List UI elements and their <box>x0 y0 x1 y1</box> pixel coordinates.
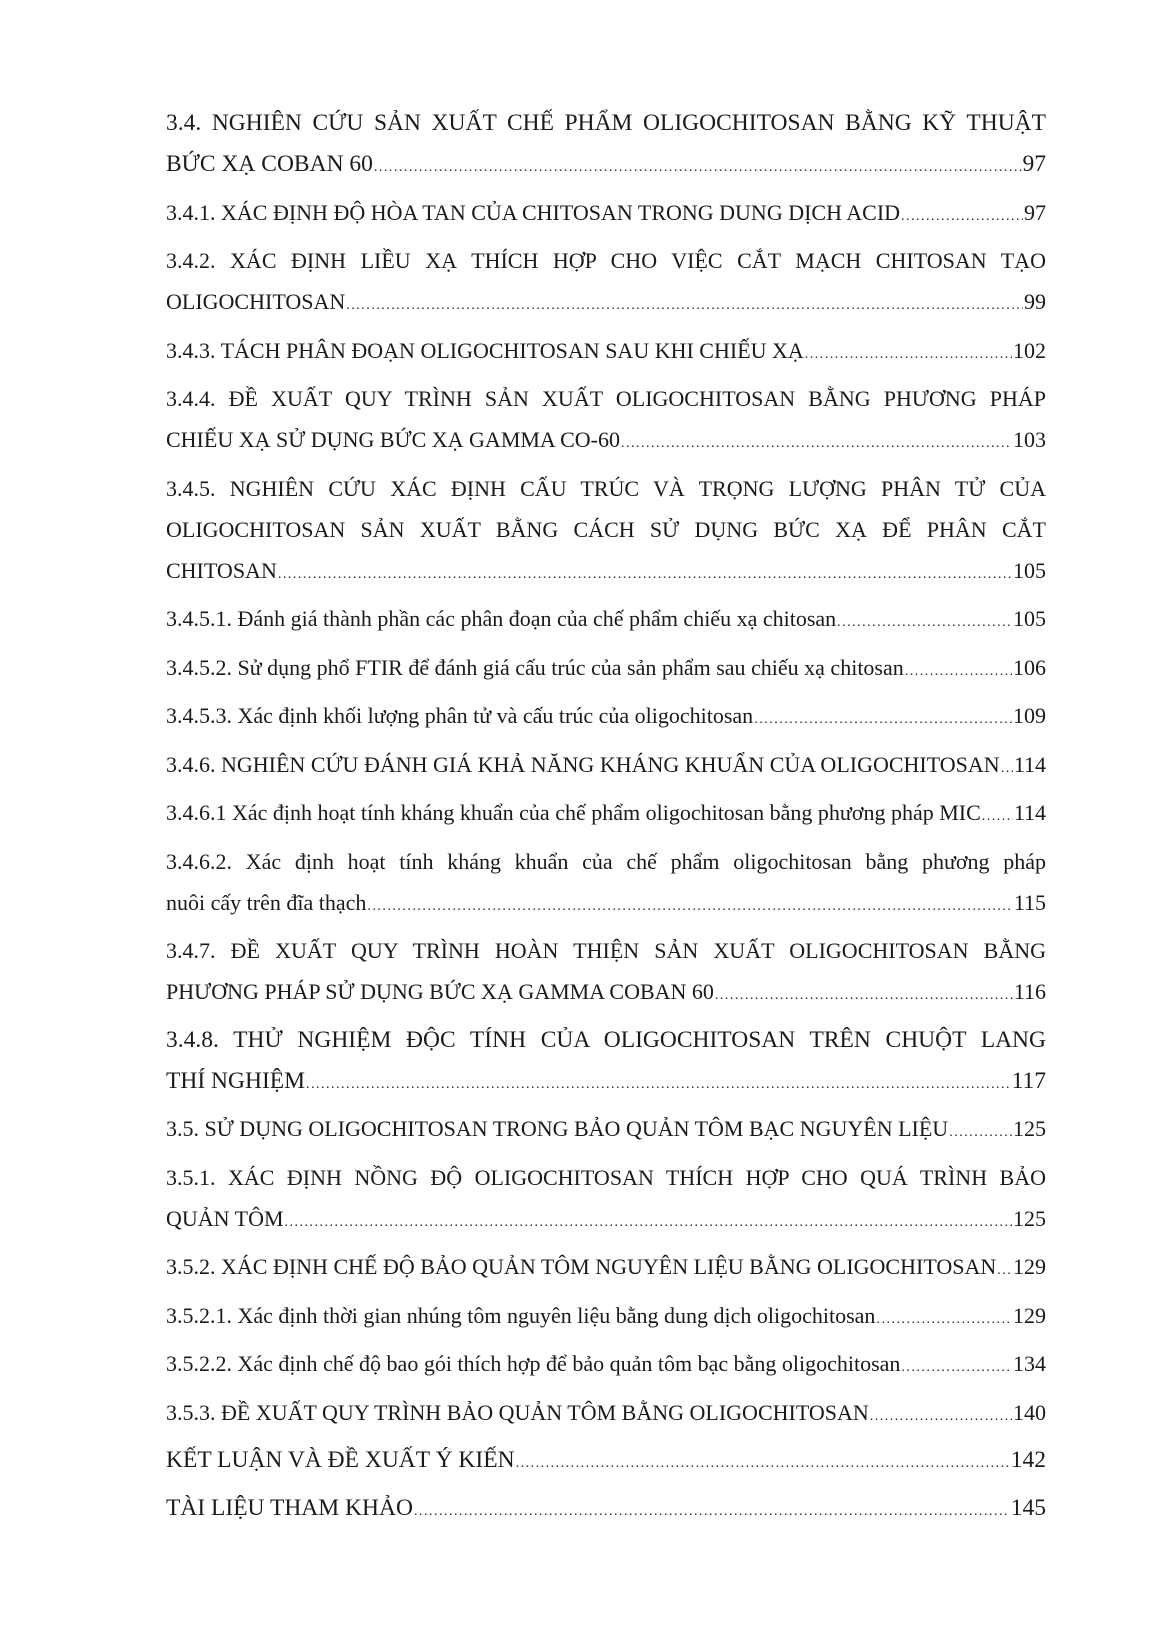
toc-entry-title: QUẢN TÔM <box>166 1205 284 1231</box>
dot-leader <box>754 695 1012 740</box>
dot-leader <box>905 647 1012 692</box>
dot-leader <box>374 144 1022 188</box>
toc-entry[interactable] <box>166 1295 1046 1340</box>
toc-page-number: 125 <box>1013 1205 1046 1231</box>
toc-page-number: 105 <box>1013 557 1046 583</box>
toc-entry-title: 3.5.2. XÁC ĐỊNH CHẾ ĐỘ BẢO QUẢN TÔM NGUYÊN LIỆU BẰNG OLIGOCHITOSAN <box>166 1254 997 1279</box>
dot-leader <box>876 1295 1012 1340</box>
toc-entry[interactable] <box>166 744 1046 789</box>
toc-entry-title: 3.4.6. NGHIÊN CỨU ĐÁNH GIÁ KHẢ NĂNG KHÁNG KHUẨN CỦA OLIGOCHITOSAN <box>166 751 1000 777</box>
toc-entry[interactable] <box>166 1343 1046 1388</box>
dot-leader <box>837 598 1012 643</box>
toc-entry[interactable] <box>166 695 1046 740</box>
toc-page-number: 116 <box>1013 979 1046 1004</box>
toc-entry[interactable] <box>166 1246 1046 1291</box>
toc-page-number: 129 <box>1013 1302 1046 1328</box>
toc-page-number: 134 <box>1013 1351 1046 1376</box>
toc-entry[interactable] <box>166 1440 1046 1484</box>
dot-leader <box>1001 744 1013 789</box>
dot-leader <box>285 1198 1012 1243</box>
dot-leader <box>997 1246 1012 1291</box>
dot-leader <box>414 1488 1010 1532</box>
dot-leader <box>306 1061 1011 1105</box>
toc-entry[interactable] <box>166 647 1046 692</box>
dot-leader <box>982 792 1013 837</box>
toc-page-number: 105 <box>1013 606 1046 631</box>
toc-page-number: 102 <box>1013 337 1046 363</box>
toc-page-number: 99 <box>1024 289 1046 314</box>
toc-entry[interactable] <box>166 1108 1046 1153</box>
toc-page-number: 109 <box>1013 703 1046 728</box>
toc-entry[interactable] <box>166 240 1046 326</box>
toc-entry-title: TÀI LIỆU THAM KHẢO <box>166 1494 413 1521</box>
toc-page-number: 97 <box>1022 151 1046 177</box>
toc-entry-title: 3.4.6.1 Xác định hoạt tính kháng khuẩn của chế phẩm oligochitosan bằng phương pháp MIC <box>166 800 981 825</box>
dot-leader <box>901 1343 1012 1388</box>
toc-page-number: 145 <box>1010 1494 1046 1521</box>
toc-entry-title: KẾT LUẬN VÀ ĐỀ XUẤT Ý KIẾN <box>166 1447 515 1473</box>
toc-entry[interactable] <box>166 792 1046 837</box>
toc-entry-title: 3.5.2.2. Xác định chế độ bao gói thích hợp để bảo quản tôm bạc bằng oligochitosan <box>166 1351 901 1376</box>
dot-leader <box>715 971 1013 1016</box>
toc-page-number: 117 <box>1011 1067 1046 1094</box>
toc-entry-title: 3.5. SỬ DỤNG OLIGOCHITOSAN TRONG BẢO QUẢN TÔM BẠC NGUYÊN LIỆU <box>166 1116 949 1141</box>
toc-entry[interactable] <box>166 1157 1046 1243</box>
toc-entry[interactable] <box>166 841 1046 927</box>
toc-page-number: 129 <box>1013 1254 1046 1279</box>
toc-entry-title: BỨC XẠ COBAN 60 <box>166 151 373 177</box>
toc-entry[interactable] <box>166 1488 1046 1532</box>
toc-entry[interactable] <box>166 330 1046 375</box>
toc-page-number: 103 <box>1013 427 1046 452</box>
toc-entry-title: 3.4.7. ĐỀ XUẤT QUY TRÌNH HOÀN THIỆN SẢN XUẤT OLIGOCHITOSAN BẰNG <box>166 938 1046 963</box>
toc-entry[interactable] <box>166 103 1046 188</box>
toc-entry-title: PHƯƠNG PHÁP SỬ DỤNG BỨC XẠ GAMMA COBAN 60 <box>166 979 714 1004</box>
dot-leader <box>949 1108 1012 1153</box>
toc-entry-title: 3.4.5.1. Đánh giá thành phần các phân đoạn của chế phẩm chiếu xạ chitosan <box>166 606 837 631</box>
toc-page-number: 142 <box>1010 1447 1046 1473</box>
toc-page-number: 97 <box>1024 199 1046 225</box>
toc-entry-title: THÍ NGHIỆM <box>166 1067 306 1094</box>
toc-page-number: 115 <box>1013 889 1046 915</box>
dot-leader <box>367 882 1012 927</box>
toc-page-number: 140 <box>1013 1399 1046 1425</box>
toc-entry-title: 3.5.2.1. Xác định thời gian nhúng tôm nguyên liệu bằng dung dịch oligochitosan <box>166 1302 876 1328</box>
toc-entry-title: 3.4.2. XÁC ĐỊNH LIỀU XẠ THÍCH HỢP CHO VIỆC CẮT MẠCH CHITOSAN TẠO <box>166 248 1046 273</box>
toc-entry-title: nuôi cấy trên đĩa thạch <box>166 889 367 915</box>
dot-leader <box>805 330 1012 375</box>
dot-leader <box>621 419 1012 464</box>
toc-entry-title: 3.4.5.2. Sử dụng phổ FTIR để đánh giá cấu trúc của sản phẩm sau chiếu xạ chitosan <box>166 654 904 680</box>
toc-entry-title: CHIẾU XẠ SỬ DỤNG BỨC XẠ GAMMA CO-60 <box>166 427 620 452</box>
toc-entry[interactable] <box>166 1020 1046 1105</box>
toc-entry-title: 3.4.8. THỬ NGHIỆM ĐỘC TÍNH CỦA OLIGOCHITOSAN TRÊN CHUỘT LANG <box>166 1026 1046 1053</box>
toc-page-number: 114 <box>1013 800 1046 825</box>
toc-entry-title: 3.4. NGHIÊN CỨU SẢN XUẤT CHẾ PHẨM OLIGOCHITOSAN BẰNG KỸ THUẬT <box>166 110 1046 136</box>
toc-entry-title: 3.5.1. XÁC ĐỊNH NỒNG ĐỘ OLIGOCHITOSAN THÍCH HỢP CHO QUÁ TRÌNH BẢO <box>166 1164 1046 1190</box>
toc-entry[interactable] <box>166 598 1046 643</box>
toc-page-number: 114 <box>1013 751 1046 777</box>
toc-entry[interactable] <box>166 930 1046 1016</box>
toc-page-number: 106 <box>1013 654 1046 680</box>
dot-leader <box>516 1440 1010 1484</box>
toc-entry[interactable] <box>166 468 1046 595</box>
toc-entry-title: 3.5.3. ĐỀ XUẤT QUY TRÌNH BẢO QUẢN TÔM BẰNG OLIGOCHITOSAN <box>166 1399 869 1425</box>
toc-entry-title: 3.4.5. NGHIÊN CỨU XÁC ĐỊNH CẤU TRÚC VÀ TRỌNG LƯỢNG PHÂN TỬ CỦA <box>166 475 1046 501</box>
toc-entry-title: 3.4.5.3. Xác định khối lượng phân tử và cấu trúc của oligochitosan <box>166 703 754 728</box>
toc-entry-title: 3.4.3. TÁCH PHÂN ĐOẠN OLIGOCHITOSAN SAU KHI CHIẾU XẠ <box>166 337 804 363</box>
dot-leader <box>870 1392 1012 1437</box>
table-of-contents <box>166 103 1046 1535</box>
toc-entry-title: OLIGOCHITOSAN SẢN XUẤT BẰNG CÁCH SỬ DỤNG BỨC XẠ ĐỂ PHÂN CẮT <box>166 516 1046 542</box>
toc-entry-title: CHITOSAN <box>166 557 277 583</box>
toc-entry-title: 3.4.1. XÁC ĐỊNH ĐỘ HÒA TAN CỦA CHITOSAN TRONG DUNG DỊCH ACID <box>166 199 901 225</box>
toc-entry-title: 3.4.4. ĐỀ XUẤT QUY TRÌNH SẢN XUẤT OLIGOCHITOSAN BẰNG PHƯƠNG PHÁP <box>166 386 1046 411</box>
toc-entry[interactable] <box>166 1392 1046 1437</box>
toc-entry-title: 3.4.6.2. Xác định hoạt tính kháng khuẩn của chế phẩm oligochitosan bằng phương pháp <box>166 848 1046 874</box>
toc-entry[interactable] <box>166 192 1046 237</box>
toc-page-number: 125 <box>1013 1116 1046 1141</box>
dot-leader <box>901 192 1023 237</box>
dot-leader <box>278 550 1012 595</box>
toc-entry[interactable] <box>166 378 1046 464</box>
toc-entry-title: OLIGOCHITOSAN <box>166 289 346 314</box>
dot-leader <box>346 281 1023 326</box>
